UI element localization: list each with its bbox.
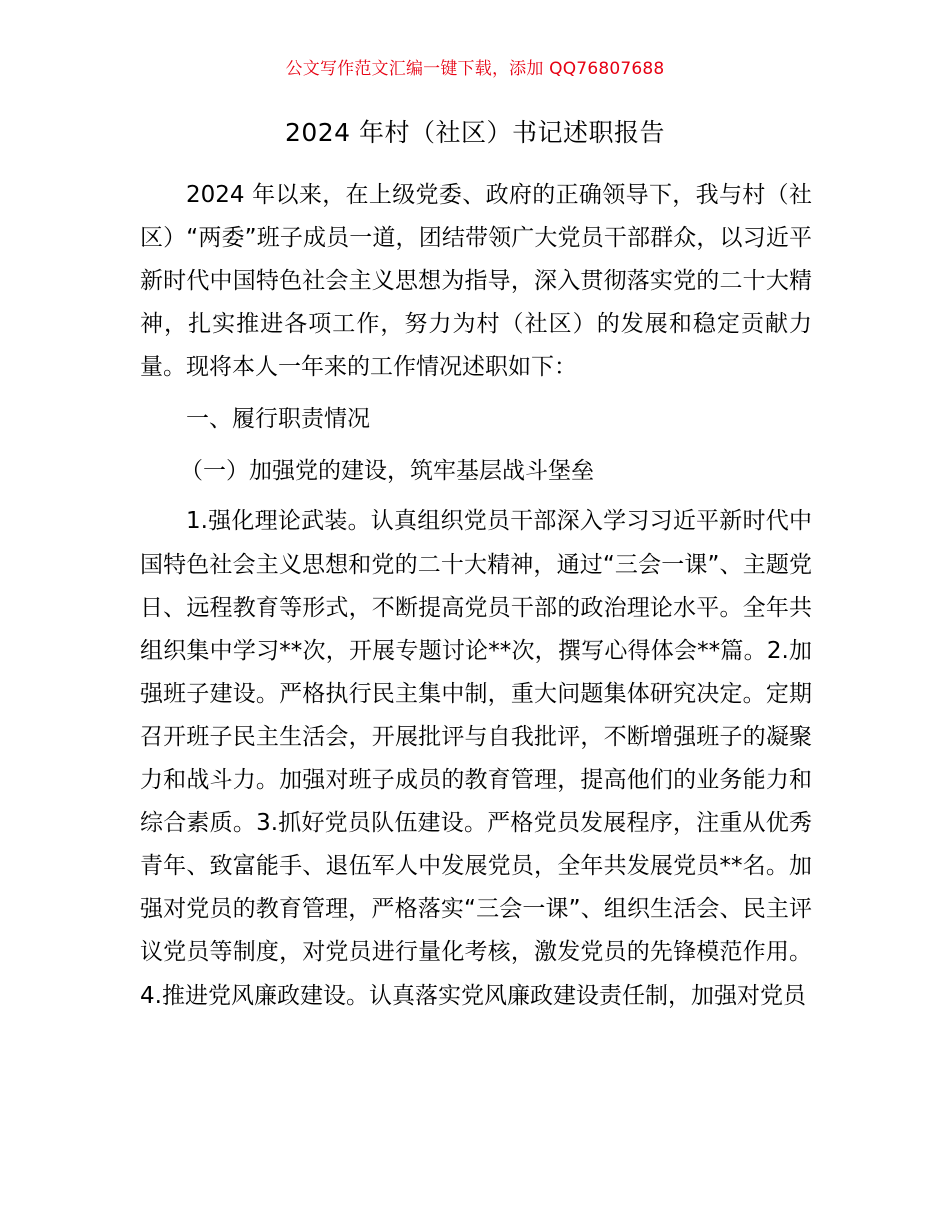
subsection-paragraph: 1.强化理论武装。认真组织党员干部深入学习习近平新时代中国特色社会主义思想和党的二十大精神，通过“三会一课”、主题党日、远程教育等形式，不断提高党员干部的政治理论水平。全年共组织集中学习**次，开展专题讨论**次，撰写心得体会**篇。2.加强班子建设。严格执行民主集中制，重大问题集体研究决定。定期召开班子民主生活会，开展批评与自我批评，不断增强班子的凝聚力和战斗力。加强对班子成员的教育管理，提高他们的业务能力和综合素质。3.抓好党员队伍建设。严格党员发展程序，注重从优秀青年、致富能手、退伍军人中发展党员，全年共发展党员**名。加强对党员的教育管理，严格落实“三会一课”、组织生活会、民主评议党员等制度，对党员进行量化考核，激发党员的先锋模范作用。4.推进党风廉政建设。认真落实党风廉政建设责任制，加强对党员 bbox=[140, 508, 812, 1009]
document-body bbox=[140, 174, 812, 1018]
download-notice: 公文写作范文汇编一键下载，添加 QQ76807688 bbox=[285, 59, 665, 79]
page-title: 2024 年村（社区）书记述职报告 bbox=[284, 118, 666, 147]
subsection-heading: （一）加强党的建设，筑牢基层战斗堡垒 bbox=[180, 458, 594, 485]
section-heading: 一、履行职责情况 bbox=[186, 406, 370, 433]
intro-paragraph: 2024 年以来，在上级党委、政府的正确领导下，我与村（社区）“两委”班子成员一道，团结带领广大党员干部群众，以习近平新时代中国特色社会主义思想为指导，深入贯彻落实党的二十大精神，扎实推进各项工作，努力为村（社区）的发展和稳定贡献力量。现将本人一年来的工作情况述职如下： bbox=[140, 182, 812, 381]
